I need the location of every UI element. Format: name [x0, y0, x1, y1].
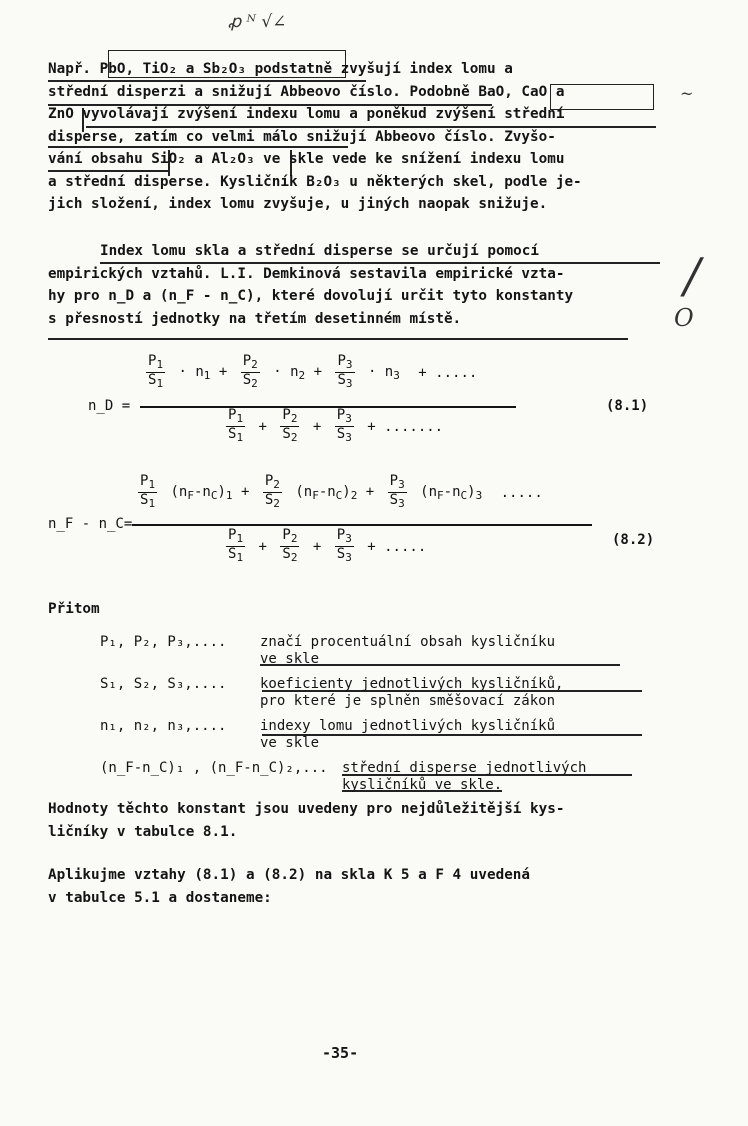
- handwritten-top-note: ꝓ ᴺ √∠: [228, 12, 287, 32]
- text-line: ličníky v tabulce 8.1.: [48, 823, 238, 840]
- paragraph-empirical-relations: [48, 240, 668, 330]
- definition-symbols: P₁, P₂, P₃,....: [100, 634, 227, 650]
- handwritten-right-slash: /: [684, 248, 701, 304]
- text-line: Např. PbO, TiO₂ a Sb₂O₃ podstatně zvyšují index lomu a: [48, 61, 513, 77]
- text-line: jich složení, index lomu zvyšuje, u jiných naopak snižuje.: [48, 196, 548, 212]
- text-line: v tabulce 5.1 a dostaneme:: [48, 889, 272, 906]
- text-line: hy pro n_D a (n_F - n_C), které dovolují určit tyto konstanty: [48, 288, 574, 304]
- equation-8-2-denominator: $\frac{P_1}{S_1}$ + $\frac{P_2}{S_2}$ + $\frac{P_3}{S_3}$ + .....: [226, 528, 431, 565]
- text-line: Hodnoty těchto konstant jsou uvedeny pro nejdůležitější kys-: [48, 801, 565, 817]
- definition-symbols: n₁, n₂, n₃,....: [100, 718, 227, 734]
- text-line: střední disperzi a snižují Abbeovo číslo. Podobně BaO, CaO a: [48, 83, 565, 100]
- text-line: a střední disperse. Kysličník B₂O₃ u některých skel, podle je-: [48, 173, 582, 190]
- equation-number-8-2: (8.2): [612, 532, 655, 548]
- handwritten-right-circle: O: [674, 304, 694, 332]
- equation-8-1-numerator: $\frac{P_1}{S_1}$ · $n_1$ + $\frac{P_2}{S_2}$ · $n_2$ + $\frac{P_3}{S_3}$ · $n_3$ + .....: [146, 354, 482, 391]
- equation-8-2-num-tail: .....: [500, 484, 543, 501]
- equation-8-2-fraction-bar: [132, 524, 592, 526]
- definition-text: střední disperse jednotlivých: [342, 760, 587, 776]
- text-line: disperse, zatím co velmi málo snižují Abbeovo číslo. Zvyšo-: [48, 128, 556, 145]
- text-line: vání obsahu SiO₂ a Al₂O₃ ve skle vede ke snížení indexu lomu: [48, 151, 565, 167]
- equation-8-2-lhs: n_F - n_C=: [48, 516, 133, 532]
- paragraph-table-reference: [48, 798, 668, 843]
- definition-text: kysličníků ve skle.: [342, 777, 503, 793]
- text-line: Aplikujme vztahy (8.1) a (8.2) na skla K 5 a F 4 uvedená: [48, 867, 531, 883]
- definition-text: pro které je splněn směšovací zákon: [260, 693, 556, 709]
- equation-8-2-numerator: $\frac{P_1}{S_1}$ $(n_F-n_C)_1$ + $\frac{P_2}{S_2}$ $(n_F-n_C)_2$ + $\frac{P_3}{S_3}$ $(n_F-n_C)_3$ .....: [138, 474, 548, 511]
- text-line: s přesností jednotky na třetím desetinném místě.: [48, 310, 462, 327]
- definition-text: značí procentuální obsah kysličníku: [260, 634, 556, 650]
- equation-8-2-den-tail: + .....: [367, 538, 427, 555]
- equation-8-1-denominator: $\frac{P_1}{S_1}$ + $\frac{P_2}{S_2}$ + $\frac{P_3}{S_3}$ + .......: [226, 408, 448, 445]
- text-line: Index lomu skla a střední disperse se určují pomocí: [100, 243, 539, 259]
- equation-8-1-den-tail: + .......: [367, 418, 444, 435]
- label-pritom: Přitom: [48, 601, 100, 617]
- definition-text: ve skle: [260, 735, 320, 751]
- definition-text: koeficienty jednotlivých kysličníků,: [260, 676, 564, 692]
- handwritten-underline-7: [48, 338, 628, 340]
- equation-number-8-1: (8.1): [606, 398, 649, 414]
- definition-text: ve skle: [260, 651, 320, 667]
- paragraph-application: [48, 864, 668, 909]
- text-line: empirických vztahů. L.I. Demkinová sestavila empirické vzta-: [48, 265, 565, 282]
- equation-8-1-lhs: n_D =: [88, 398, 131, 414]
- handwritten-margin-mark: ~: [680, 84, 694, 103]
- definition-symbols: (n_F-n_C)₁ , (n_F-n_C)₂,...: [100, 760, 328, 776]
- paragraph-oxide-effects: [48, 58, 668, 216]
- text-line: ZnO vyvolávají zvýšení indexu lomu a poněkud zvýšení střední: [48, 106, 565, 122]
- page-number: -35-: [322, 1044, 359, 1062]
- equation-8-1-num-tail: + .....: [418, 364, 478, 381]
- definition-symbols: S₁, S₂, S₃,....: [100, 676, 227, 692]
- definition-text: indexy lomu jednotlivých kysličníků: [260, 718, 556, 734]
